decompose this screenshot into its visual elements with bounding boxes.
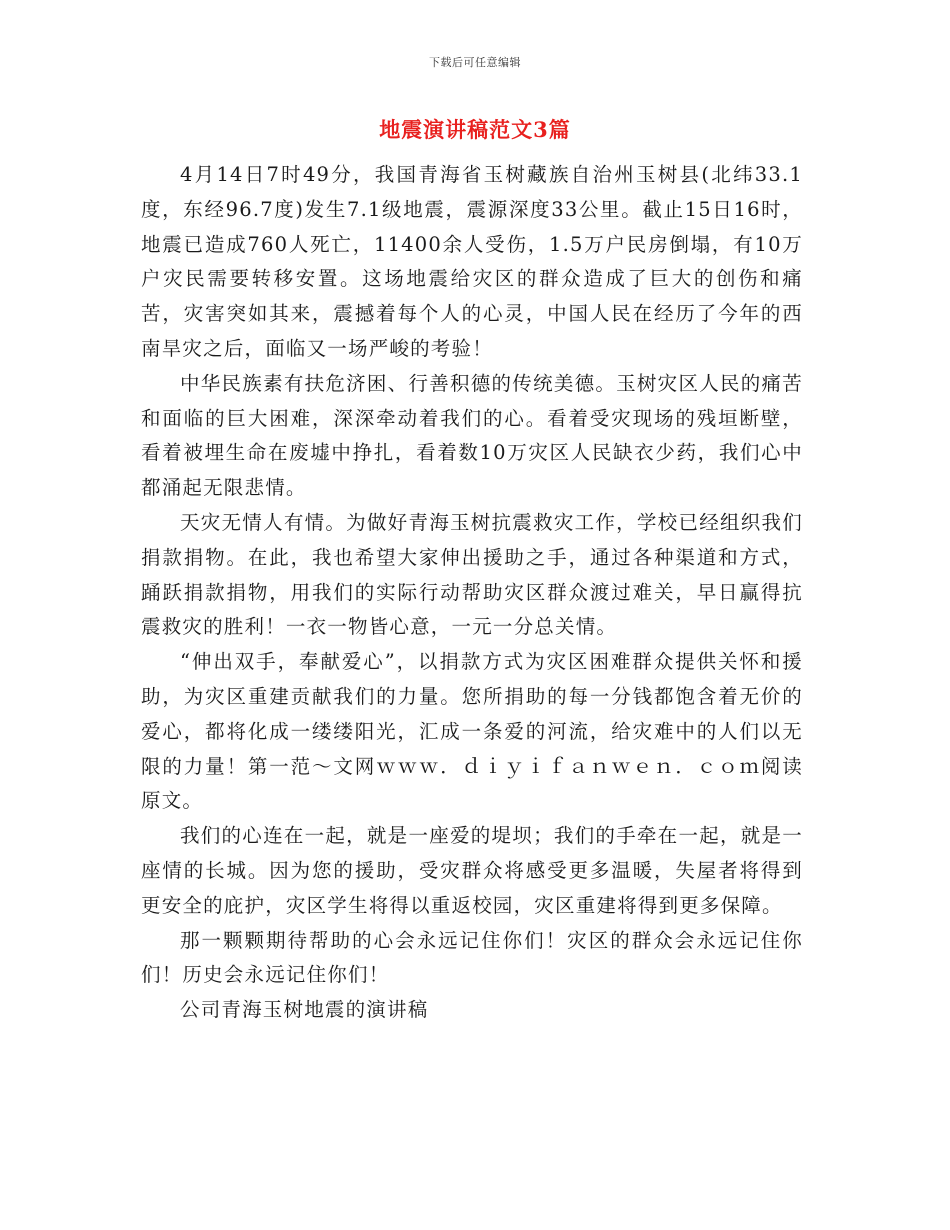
- document-body: [141, 158, 803, 1028]
- header-note: 下载后可任意编辑: [429, 56, 521, 69]
- paragraph: 那一颗颗期待帮助的心会永远记住你们！灾区的群众会永远记住你们！历史会永远记住你们！: [141, 928, 803, 987]
- paragraph: “伸出双手，奉献爱心”，以捐款方式为灾区困难群众提供关怀和援助，为灾区重建贡献我们的力量。您所捐助的每一分钱都饱含着无价的爱心，都将化成一缕缕阳光，汇成一条爱的河流，给灾难中的人们以无限的力量！第一范～文网ｗｗｗ．ｄｉｙｉｆａｎｗｅｎ．ｃｏｍ阅读原文。: [141, 650, 803, 813]
- paragraph: 天灾无情人有情。为做好青海玉树抗震救灾工作，学校已经组织我们捐款捐物。在此，我也希望大家伸出援助之手，通过各种渠道和方式，踊跃捐款捐物，用我们的实际行动帮助灾区群众渡过难关，早日赢得抗震救灾的胜利！一衣一物皆心意，一元一分总关情。: [141, 510, 803, 639]
- paragraph: 我们的心连在一起，就是一座爱的堤坝；我们的手牵在一起，就是一座情的长城。因为您的援助，受灾群众将感受更多温暖，失屋者将得到更安全的庇护，灾区学生将得以重返校园，灾区重建将得到更多保障。: [141, 824, 803, 917]
- paragraph: 中华民族素有扶危济困、行善积德的传统美德。玉树灾区人民的痛苦和面临的巨大困难，深深牵动着我们的心。看着受灾现场的残垣断壁，看着被埋生命在废墟中挣扎，看着数10万灾区人民缺衣少药，我们心中都涌起无限悲情。: [141, 371, 803, 500]
- document-title: 地震演讲稿范文3篇: [379, 117, 571, 142]
- paragraph: 公司青海玉树地震的演讲稿: [180, 998, 429, 1022]
- paragraph: 4月14日7时49分，我国青海省玉树藏族自治州玉树县(北纬33.1度，东经96.7度)发生7.1级地震，震源深度33公里。截止15日16时，地震已造成760人死亡，11400余人受伤，1.5万户民房倒塌，有10万户灾民需要转移安置。这场地震给灾区的群众造成了巨大的创伤和痛苦，灾害突如其来，震撼着每个人的心灵，中国人民在经历了今年的西南旱灾之后，面临又一场严峻的考验！: [141, 163, 803, 360]
